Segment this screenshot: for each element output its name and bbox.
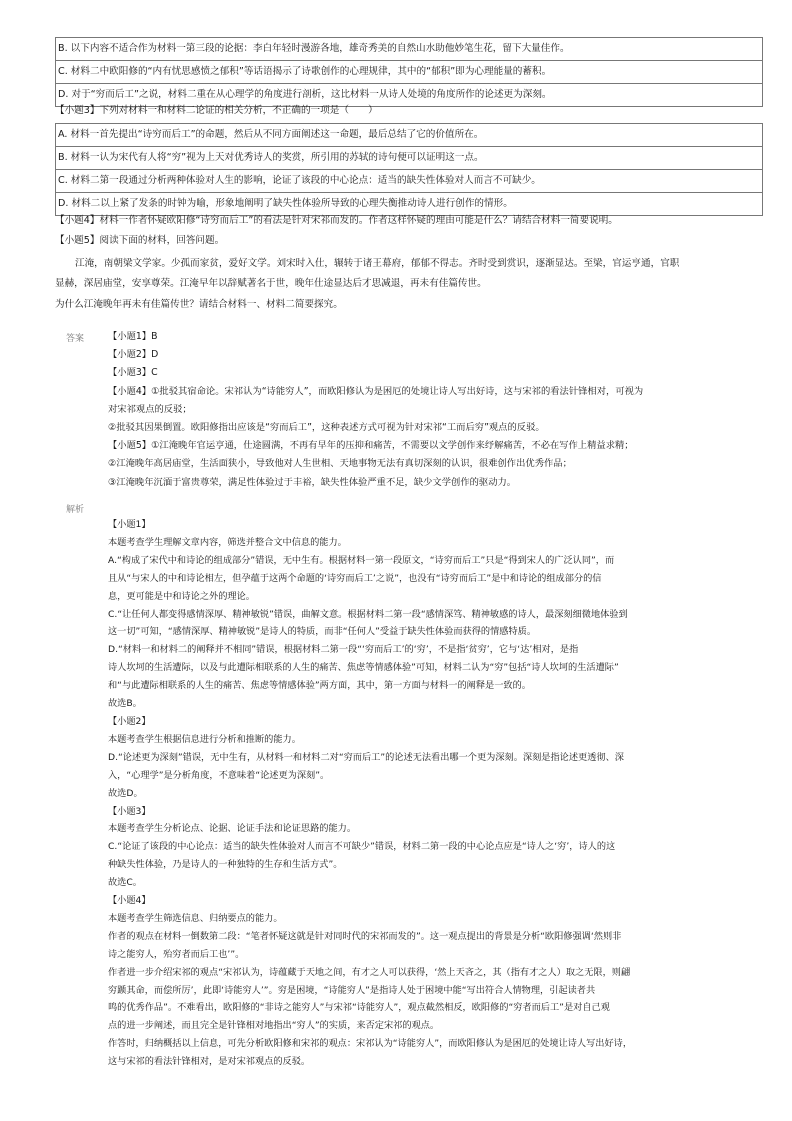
analysis-line: 【小题2】 xyxy=(108,715,151,727)
question-3-option-3: D. 材料二以上紧了发条的时钟为喻，形象地阐明了缺失性体验所导致的心理失衡推动诗人进行创作的情形。 xyxy=(58,198,513,209)
question-4-text: 【小题4】材料一作者怀疑欧阳修“诗穷而后工”的看法是针对宋祁而发的。作者这样怀疑的理由可能是什么？请结合材料一简要说明。 xyxy=(55,215,618,226)
analysis-line: 本题考查学生根据信息进行分析和推断的能力。 xyxy=(108,733,301,745)
analysis-line: 本题考查学生分析论点、论据、论证手法和论证思路的能力。 xyxy=(108,823,357,835)
question-5-material-line-2: 显赫，深居庙堂，安享尊荣。江淹早年以辞赋著名于世，晚年仕途显达后才思减退，再未有佳篇传世。 xyxy=(55,278,487,289)
analysis-line: A.“构成了宋代中和诗论的组成部分”错误，无中生有。根据材料一第一段原文，“诗穷而后工”只是“得到宋人的广泛认同”，而 xyxy=(108,554,615,566)
analysis-line: 息，更可能是中和诗论之外的理论。 xyxy=(108,590,255,602)
analysis-line: 这与宋祁的看法针锋相对，是对宋祁观点的反驳。 xyxy=(108,1056,311,1068)
question-3-options-table xyxy=(55,123,763,216)
question-3-option-0: A. 材料一首先提出“诗穷而后工”的命题，然后从不同方面阐述这一命题，最后总结了它的价值所在。 xyxy=(56,124,762,147)
question-2-options-table xyxy=(55,37,763,107)
question-3-stem: 【小题3】下列对材料一和材料二论证的相关分析，不正确的一项是（ ） xyxy=(55,105,378,116)
analysis-line: 【小题3】 xyxy=(108,805,151,817)
question-2-option-1: C. 材料二中欧阳修的“内有忧思感愤之郁积”等话语揭示了诗歌创作的心理规律，其中的“郁积”即为心理能量的蓄积。 xyxy=(56,61,762,84)
analysis-line: C.“论证了该段的中心论点：适当的缺失性体验对人而言不可缺少”错误，材料二第一段的中心论点应是“诗人之‘穷’，诗人的这 xyxy=(108,841,616,853)
analysis-line: 本题考查学生筛选信息、归纳要点的能力。 xyxy=(108,912,283,924)
answer-line: 【小题1】B xyxy=(108,331,158,342)
analysis-line: 【小题4】 xyxy=(108,895,151,907)
analysis-line: 点的进一步阐述，而且完全是针锋相对地指出“穷人”的实质，来否定宋祁的观点。 xyxy=(108,1020,440,1032)
analysis-line: 种缺失性体验，乃是诗人的一种独特的生存和生活方式”。 xyxy=(108,859,343,871)
analysis-line: D.“材料一和材料二的阐释并不相同”错误，根据材料二第一段“‘穷而后工’的‘穷’，不是指‘贫穷’，它与‘达’相对，是指 xyxy=(108,644,579,656)
question-3-option-2: C. 材料二第一段通过分析两种体验对人生的影响，论证了该段的中心论点：适当的缺失性体验对人而言不可缺少。 xyxy=(56,170,762,193)
analysis-line: 穷踬其命，而偿所厉’，此即‘诗能穷人’”。穷是困境，“诗能穷人”是指诗人处于困境中能“写出符合人情物理，引起读者共 xyxy=(108,984,596,996)
answer-line: 【小题4】①批驳其宿命论。宋祁认为“诗能穷人”，而欧阳修认为是困厄的处境让诗人写出好诗，这与宋祁的看法针锋相对，可视为 xyxy=(108,385,644,397)
analysis-line: 故选B。 xyxy=(108,698,142,710)
analysis-line: 诗人坎坷的生活遭际，以及与此遭际相联系的人生的痛苦、焦虑等情感体验”可知，材料二认为“穷”包括“诗人坎坷的生活遭际” xyxy=(108,662,619,674)
analysis-line: 故选C。 xyxy=(108,877,142,889)
question-5-question: 为什么江淹晚年再未有佳篇传世？请结合材料一、材料二简要探究。 xyxy=(55,299,343,310)
answer-section xyxy=(108,328,748,492)
analysis-line: 故选D。 xyxy=(108,787,143,799)
analysis-line: 本题考查学生理解文章内容，筛选并整合文中信息的能力。 xyxy=(108,536,347,548)
question-3-option-1: B. 材料一认为宋代有人将“穷”视为上天对优秀诗人的奖赏，所引用的苏轼的诗句便可以证明这一点。 xyxy=(56,147,762,170)
analysis-line: 诗之能穷人，殆穷者而后工也’”。 xyxy=(108,948,245,960)
analysis-line: 【小题1】 xyxy=(108,519,151,530)
analysis-section xyxy=(108,516,748,1071)
answer-line: ②江淹晚年高居庙堂，生活面狭小，导致他对人生世相、天地事物无法有真切深刻的认识，很难创作出优秀作品； xyxy=(108,458,572,470)
answer-line: 【小题2】D xyxy=(108,349,159,361)
analysis-line: 且从“与宋人的中和诗论相左，但孕蕴于这两个命题的‘诗穷而后工’之说”，也没有“诗穷而后工”是中和诗论的组成部分的信 xyxy=(108,572,602,584)
question-5-stem: 【小题5】阅读下面的材料，回答问题。 xyxy=(55,235,225,246)
analysis-line: 鸣的优秀作品”。不难看出，欧阳修的“非诗之能穷人”与宋祁“诗能穷人”，观点截然相反，欧阳修的“穷者而后工”是对自己观 xyxy=(108,1002,610,1014)
analysis-line: 这一切”可知，“感情深厚、精神敏锐”是诗人的特质，而非“任何人”受益于缺失性体验而获得的情感特质。 xyxy=(108,626,537,638)
question-2-option-0: B. 以下内容不适合作为材料一第三段的论据：李白年轻时漫游各地，雄奇秀美的自然山水助他妙笔生花，留下大量佳作。 xyxy=(56,38,762,61)
answer-line: 【小题5】①江淹晚年官运亨通，仕途圆满，不再有早年的压抑和痛苦，不需要以文学创作来纾解痛苦，不必在写作上精益求精； xyxy=(108,440,634,452)
analysis-line: 作者进一步介绍宋祁的观点“宋祁认为，诗蕴藏于天地之间，有才之人可以获得，‘然上天吝之，其（指有才之人）取之无限，则翩 xyxy=(108,966,631,978)
analysis-line: 作答时，归纳概括以上信息，可先分析欧阳修和宋祁的观点：宋祁认为“诗能穷人”，而欧阳修认为是困厄的处境让诗人写出好诗， xyxy=(108,1038,633,1050)
analysis-line: 入，“心理学”是分析角度，不意味着“论述更为深刻”。 xyxy=(108,769,330,781)
analysis-line: C.“让任何人都变得感情深厚、精神敏锐”错误，曲解文意。根据材料二第一段“感情深笃、精神敏感的诗人，最深刻细微地体验到 xyxy=(108,608,628,620)
analysis-line: 作者的观点在材料一倒数第二段：“笔者怀疑这就是针对同时代的宋祁而发的”。这一观点提出的背景是分析“欧阳修强调‘然则非 xyxy=(108,930,622,942)
answer-label: 答案 xyxy=(66,334,85,344)
analysis-label: 解析 xyxy=(66,505,85,515)
question-5-material-line-1: 江淹，南朝梁文学家。少孤而家贫，爱好文学。刘宋时入仕，辗转于诸王幕府，郁郁不得志。齐时受到赏识，逐渐显达。至梁，官运亨通，官职 xyxy=(75,258,680,269)
answer-line: 【小题3】C xyxy=(108,367,158,379)
answer-line: 对宋祁观点的反驳； xyxy=(108,403,192,415)
answer-line: ③江淹晚年沉湎于富贵尊荣，满足性体验过于丰裕，缺失性体验严重不足，缺少文学创作的驱动力。 xyxy=(108,476,517,488)
question-2-option-2: D. 对于“穷而后工”之说，材料二重在从心理学的角度进行剖析，这比材料一从诗人处境的角度所作的论述更为深刻。 xyxy=(58,89,552,100)
analysis-line: D.“论述更为深刻”错误，无中生有，从材料一和材料二对“穷而后工”的论述无法看出哪一个更为深刻。深刻是指论述更透彻、深 xyxy=(108,751,624,763)
answer-line: ②批驳其因果倒置。欧阳修指出应该是“穷而后工”，这种表述方式可视为针对宋祁“工而后穷”观点的反驳。 xyxy=(108,422,545,434)
analysis-line: 和“与此遭际相联系的人生的痛苦、焦虑等情感体验”两方面，其中，第一方面与材料一的阐释是一致的。 xyxy=(108,680,531,692)
